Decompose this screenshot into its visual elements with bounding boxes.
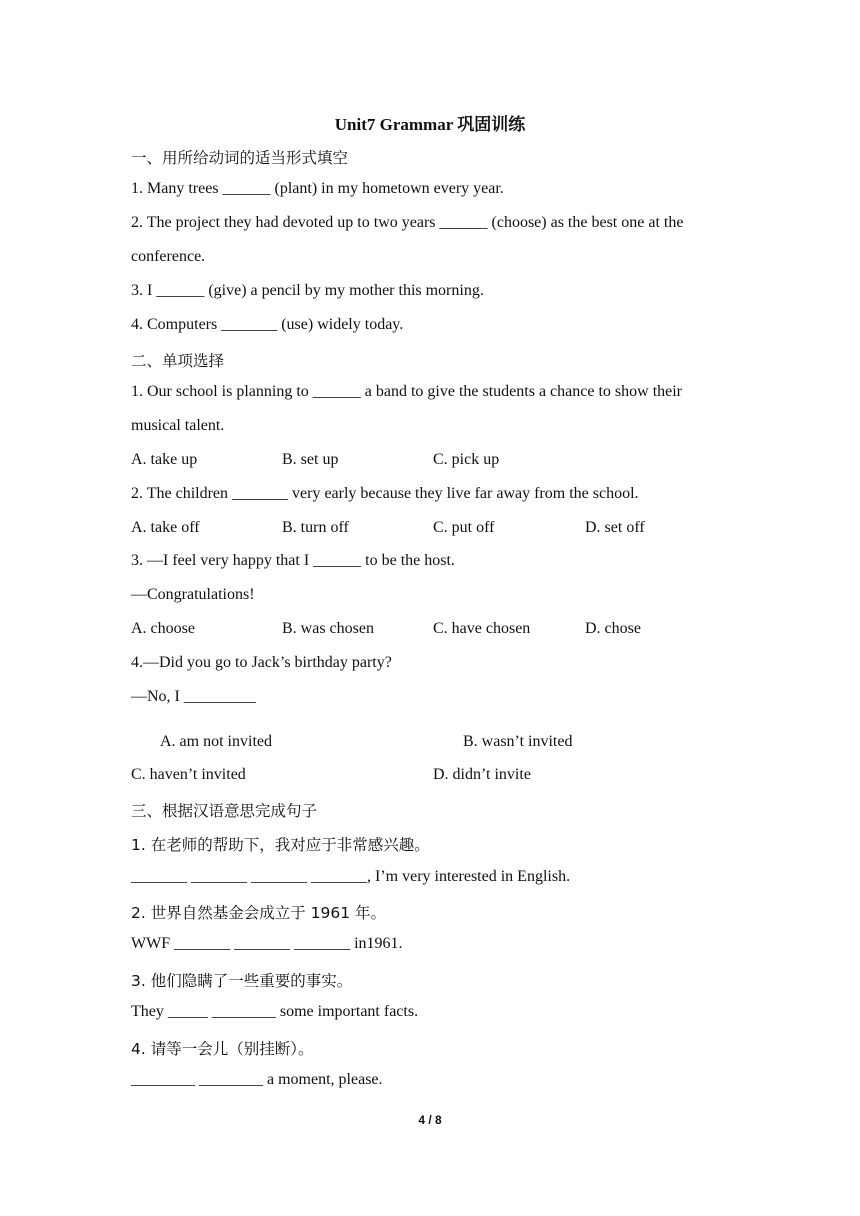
question-4-line2: —No, I _________ bbox=[131, 688, 256, 705]
question-4-option-d: D. didn’t invite bbox=[433, 766, 531, 783]
question-3-option-b: B. was chosen bbox=[282, 620, 374, 637]
section3-item-4-english: ________ ________ a moment, please. bbox=[131, 1071, 383, 1088]
question-3-option-a: A. choose bbox=[131, 620, 195, 637]
section1-item-1: 1. Many trees ______ (plant) in my hometown every year. bbox=[131, 180, 504, 197]
page-number: 4 / 8 bbox=[418, 1113, 442, 1127]
question-2-line1: 2. The children _______ very early because they live far away from the school. bbox=[131, 485, 639, 502]
question-2-option-c: C. put off bbox=[433, 519, 495, 536]
section3-item-2-english: WWF _______ _______ _______ in1961. bbox=[131, 935, 403, 952]
question-4-option-a: A. am not invited bbox=[160, 733, 272, 750]
question-4-option-c: C. haven’t invited bbox=[131, 766, 246, 783]
section3-item-1-english: _______ _______ _______ _______, I’m very interested in English. bbox=[131, 868, 571, 885]
section1-item-2: 2. The project they had devoted up to two years ______ (choose) as the best one at the bbox=[131, 214, 684, 231]
question-1-line1: 1. Our school is planning to ______ a band to give the students a chance to show their bbox=[131, 383, 683, 400]
question-4-option-b: B. wasn’t invited bbox=[463, 733, 573, 750]
question-3-line2: —Congratulations! bbox=[131, 586, 255, 603]
question-3-option-c: C. have chosen bbox=[433, 620, 531, 637]
section3-item-2-chinese: 2. 世界自然基金会成立于 1961 年。 bbox=[131, 904, 387, 922]
question-3-option-d: D. chose bbox=[585, 620, 641, 637]
section3-item-4-chinese: 4. 请等一会儿（别挂断）。 bbox=[131, 1040, 314, 1058]
page-title: Unit7 Grammar 巩固训练 bbox=[334, 115, 526, 134]
question-3-line1: 3. —I feel very happy that I ______ to be the host. bbox=[131, 552, 455, 569]
section1-item-4: 4. Computers _______ (use) widely today. bbox=[131, 316, 404, 333]
question-1-option-a: A. take up bbox=[131, 451, 198, 468]
section1-item-2-cont: conference. bbox=[131, 248, 206, 265]
section3-heading: 三、根据汉语意思完成句子 bbox=[131, 802, 318, 820]
question-1-option-b: B. set up bbox=[282, 451, 339, 468]
question-1-option-c: C. pick up bbox=[433, 451, 500, 468]
section3-item-1-chinese: 1. 在老师的帮助下，我对应于非常感兴趣。 bbox=[131, 836, 430, 854]
section3-item-3-chinese: 3. 他们隐瞒了一些重要的事实。 bbox=[131, 972, 353, 990]
question-4-line1: 4.—Did you go to Jack’s birthday party? bbox=[131, 654, 392, 671]
section1-heading: 一、用所给动词的适当形式填空 bbox=[131, 149, 349, 167]
question-1-line2: musical talent. bbox=[131, 417, 225, 434]
section1-item-3: 3. I ______ (give) a pencil by my mother this morning. bbox=[131, 282, 484, 299]
question-2-option-d: D. set off bbox=[585, 519, 645, 536]
question-2-option-b: B. turn off bbox=[282, 519, 349, 536]
question-2-option-a: A. take off bbox=[131, 519, 200, 536]
section3-item-3-english: They _____ ________ some important facts. bbox=[131, 1003, 419, 1020]
section2-heading: 二、单项选择 bbox=[131, 352, 225, 370]
